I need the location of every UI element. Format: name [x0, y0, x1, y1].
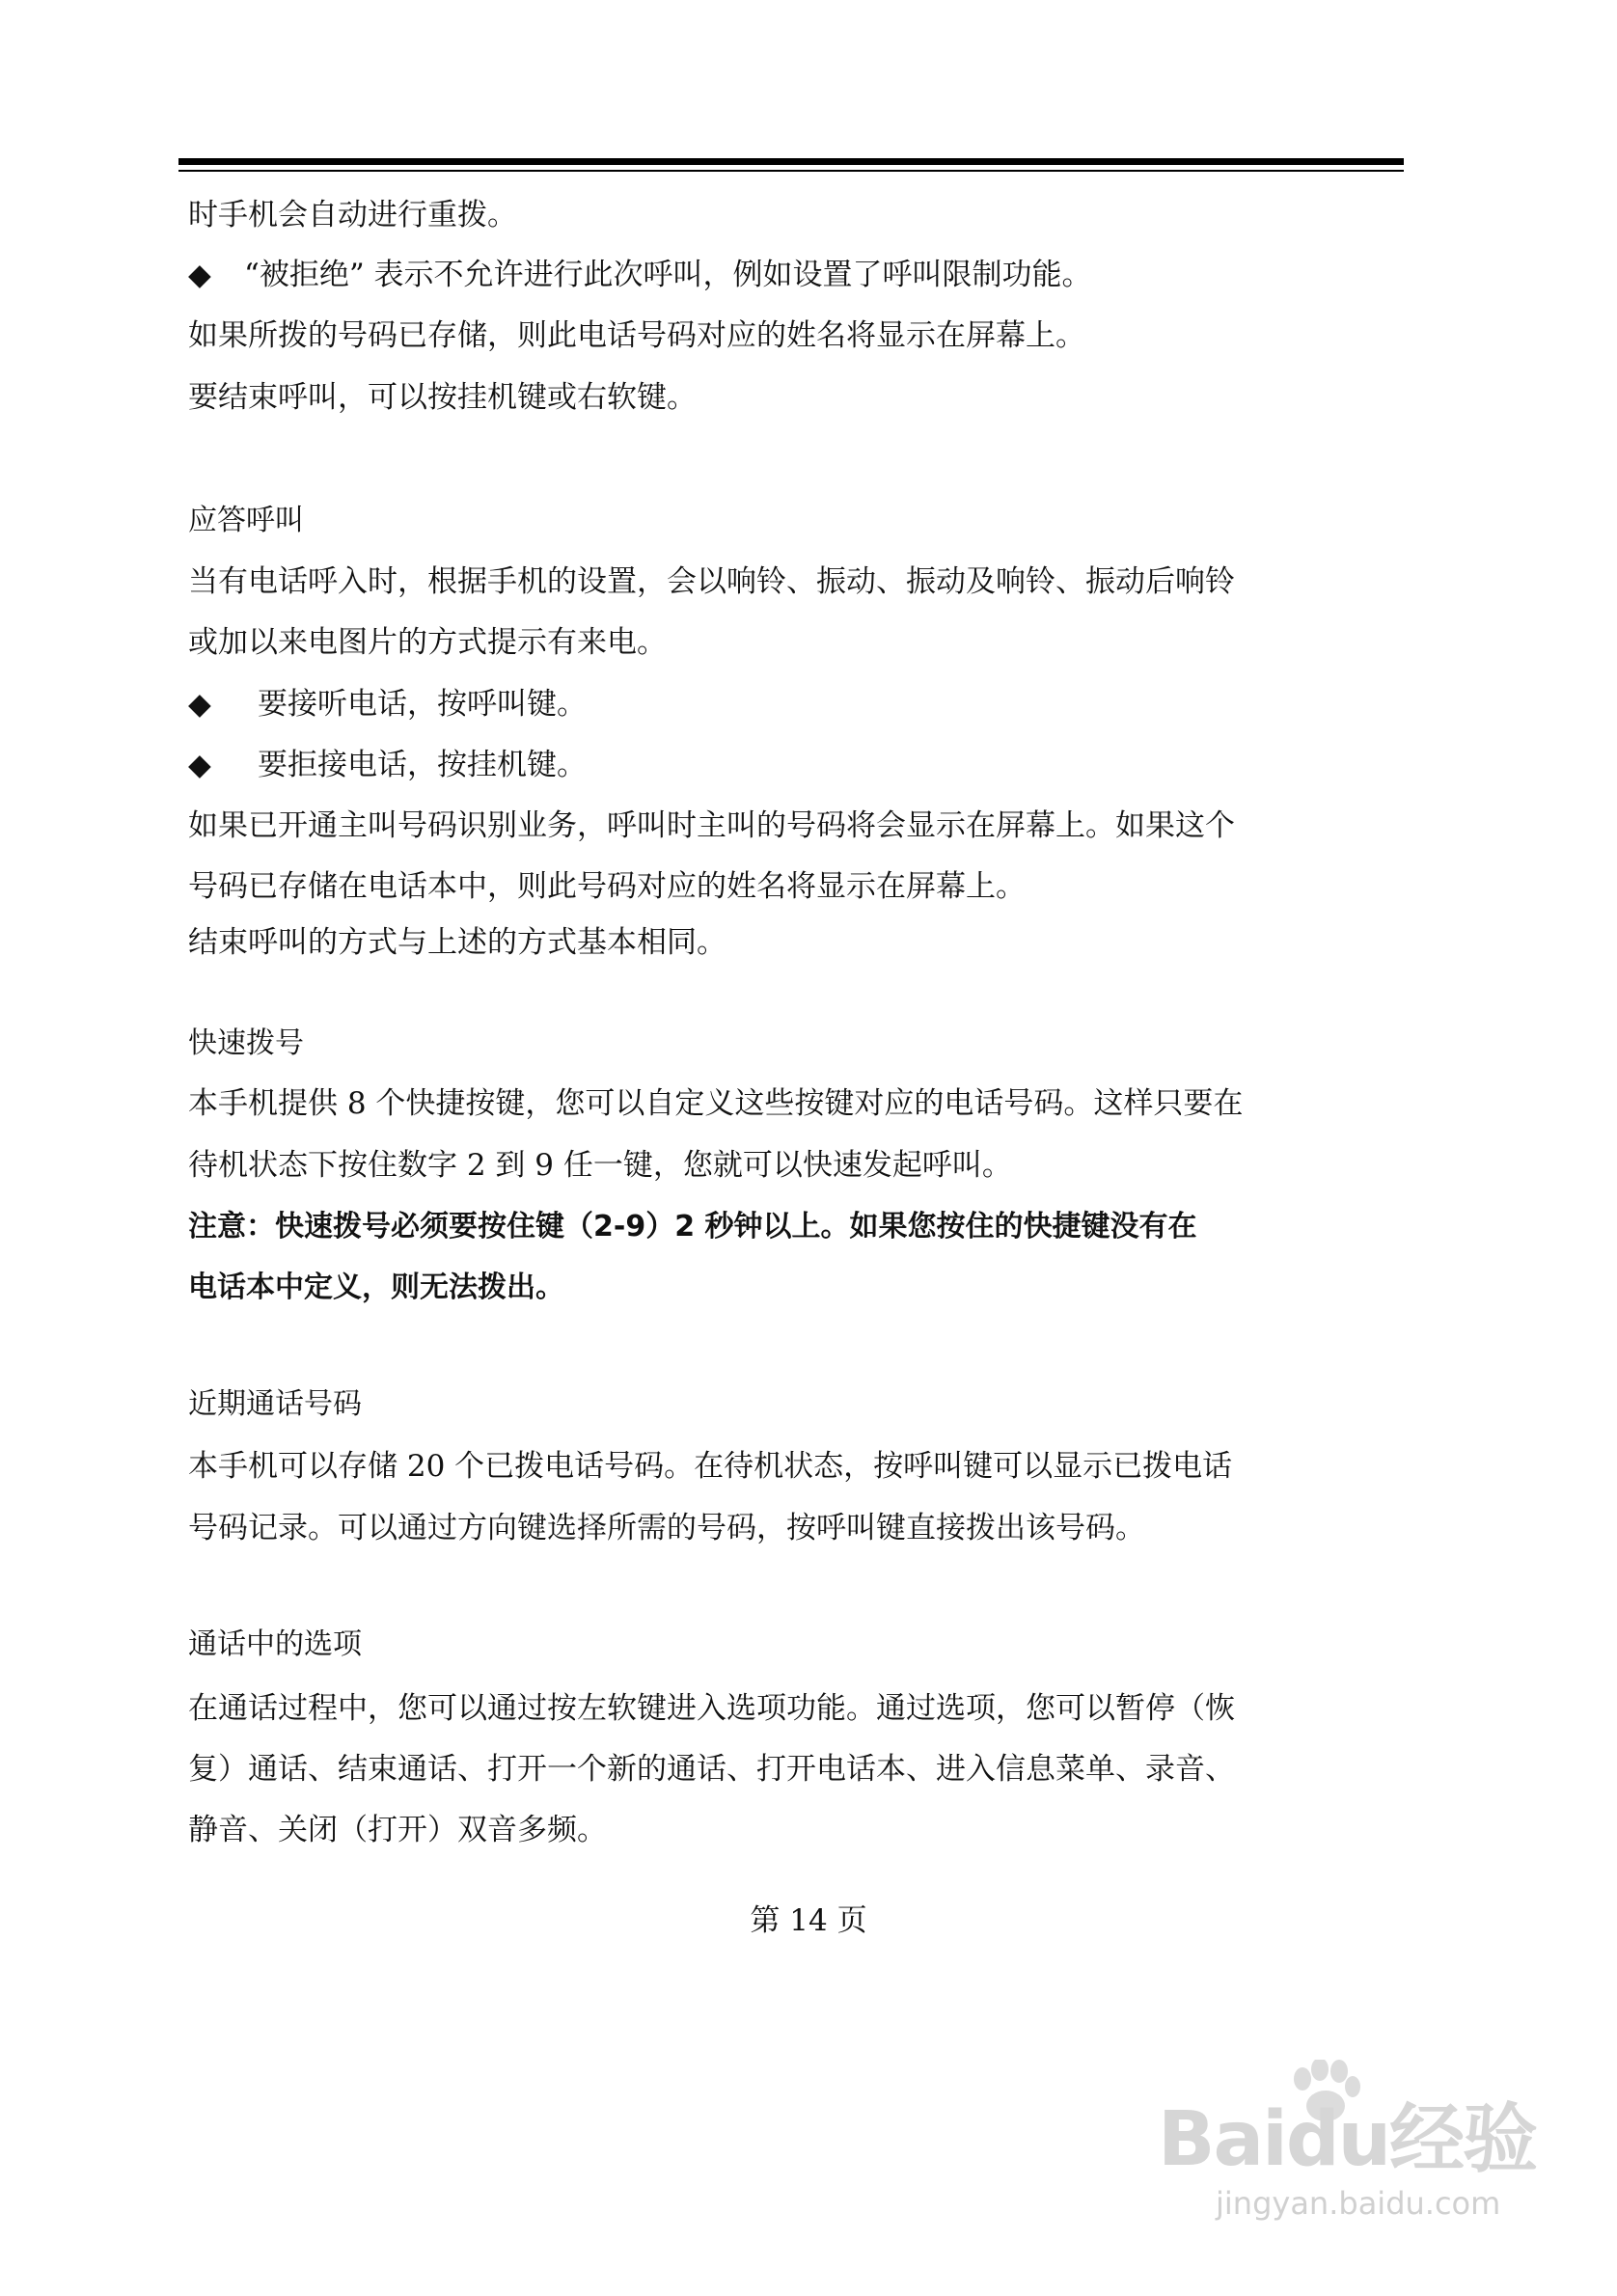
note-line: 注意：快速拨号必须要按住键（2-9）2 秒钟以上。如果您按住的快捷键没有在	[188, 1210, 1197, 1244]
bullet-text: 要拒接电话，按挂机键。	[258, 748, 587, 782]
bullet-item	[188, 256, 1092, 294]
section-heading-answer: 应答呼叫	[188, 504, 304, 537]
diamond-bullet-icon: ◆	[188, 687, 211, 722]
diamond-bullet-icon: ◆	[188, 258, 211, 292]
bullet-item	[188, 746, 587, 784]
note-line: 电话本中定义，则无法拨出。	[188, 1271, 564, 1304]
watermark-url: jingyan.baidu.com	[1216, 2185, 1501, 2222]
paragraph-line: 结束呼叫的方式与上述的方式基本相同。	[188, 925, 726, 960]
paragraph-line: 复）通话、结束通话、打开一个新的通话、打开电话本、进入信息菜单、录音、	[188, 1752, 1235, 1787]
paragraph-line: 本手机提供 8 个快捷按键，您可以自定义这些按键对应的电话号码。这样只要在	[188, 1086, 1244, 1121]
section-heading-in-call: 通话中的选项	[188, 1627, 362, 1661]
paragraph-line: 静音、关闭（打开）双音多频。	[188, 1813, 607, 1847]
bullet-item	[188, 685, 587, 724]
header-rule-thick	[178, 158, 1404, 165]
paragraph-line: 在通话过程中，您可以通过按左软键进入选项功能。通过选项，您可以暂停（恢	[188, 1691, 1235, 1726]
paragraph-line: 如果已开通主叫号码识别业务，呼叫时主叫的号码将会显示在屏幕上。如果这个	[188, 808, 1235, 843]
paragraph-line: 要结束呼叫，可以按挂机键或右软键。	[188, 380, 697, 415]
diamond-bullet-icon: ◆	[188, 748, 211, 782]
paragraph-line: 本手机可以存储 20 个已拨电话号码。在待机状态，按呼叫键可以显示已拨电话	[188, 1449, 1233, 1484]
header-rule-thin	[178, 170, 1404, 172]
watermark	[1158, 2060, 1544, 2253]
paragraph-line: 号码记录。可以通过方向键选择所需的号码，按呼叫键直接拨出该号码。	[188, 1511, 1145, 1545]
paragraph-line: 如果所拨的号码已存储，则此电话号码对应的姓名将显示在屏幕上。	[188, 318, 1085, 353]
bullet-text: “被拒绝” 表示不允许进行此次呼叫，例如设置了呼叫限制功能。	[244, 258, 1092, 292]
paragraph-line: 当有电话呼入时，根据手机的设置，会以响铃、振动、振动及响铃、振动后响铃	[188, 564, 1235, 599]
paragraph-line: 或加以来电图片的方式提示有来电。	[188, 625, 667, 660]
paragraph-line: 待机状态下按住数字 2 到 9 任一键，您就可以快速发起呼叫。	[188, 1148, 1012, 1183]
watermark-logo: Baidu经验	[1158, 2096, 1537, 2183]
paragraph-line: 号码已存储在电话本中，则此号码对应的姓名将显示在屏幕上。	[188, 869, 1026, 904]
paragraph-line: 时手机会自动进行重拨。	[188, 198, 517, 232]
section-heading-recent: 近期通话号码	[188, 1387, 362, 1421]
bullet-text: 要接听电话，按呼叫键。	[258, 687, 587, 722]
page-number: 第 14 页	[750, 1903, 867, 1938]
section-heading-speed-dial: 快速拨号	[188, 1026, 304, 1060]
